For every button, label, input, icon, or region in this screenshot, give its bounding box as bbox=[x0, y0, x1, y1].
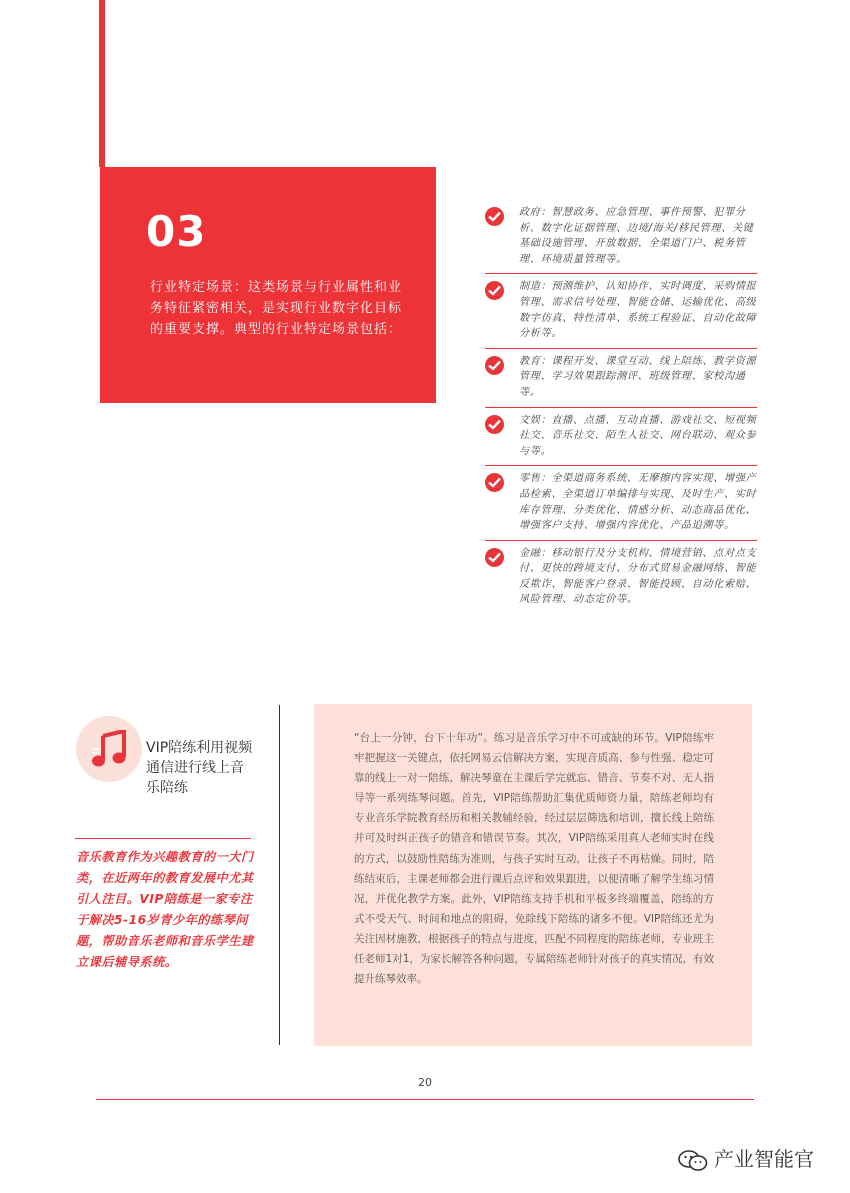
sector-text: 政府：智慧政务、应急管理、事件预警、犯罪分析、数字化证据管理、边境/海关/移民管理、关键基础设施管理、开放数据、全渠道门户、税务管理、环境质量管理等。 bbox=[519, 207, 754, 265]
check-circle-icon bbox=[485, 415, 504, 434]
page-number: 20 bbox=[418, 1076, 432, 1089]
sector-text: 金融：移动银行及分支机构、情境营销、点对点支付、更快的跨境支付、分布式贸易金融网络、智能反欺诈、智能客户登录、智能投顾、自动化索赔、风险管理、动态定价等。 bbox=[519, 547, 757, 606]
case-intro: 音乐教育作为兴趣教育的一大门类，在近两年的教育发展中尤其引人注目。VIP陪练是一家专注于解决5-16岁青少年的练琴问题，帮助音乐老师和音乐学生建立课后辅导系统。 bbox=[76, 850, 254, 969]
section-description: 行业特定场景：这类场景与行业属性和业务特征紧密相关，是实现行业数字化目标的重要支撑。典型的行业特定场景包括： bbox=[150, 280, 403, 337]
sector-item-education bbox=[485, 349, 757, 408]
vertical-divider bbox=[279, 705, 280, 1045]
sector-item-manufacturing bbox=[485, 274, 757, 348]
sector-item-entertainment bbox=[485, 408, 757, 467]
accent-bar bbox=[99, 0, 105, 167]
sector-item-government bbox=[485, 200, 757, 274]
sector-text: 文娱：直播、点播、互动直播、游戏社交、短视频社交、音乐社交、陌生人社交、网台联动、观众参与等。 bbox=[519, 414, 757, 457]
sector-list bbox=[485, 200, 757, 614]
case-body: “台上一分钟，台下十年功”。练习是音乐学习中不可或缺的环节。VIP陪练牢牢把握这一关键点，依托网易云信解决方案，实现音质高、参与性强、稳定可靠的线上一对一陪练，解决琴童在主课后学完就忘、错音、节奏不对、无人指导等一系列练琴问题。首先，VIP陪练帮助汇集优质师资力量，陪练老师均有专业音乐学院教育经历和相关教辅经验，经过层层筛选和培训，擅长线上陪练并可及时纠正孩子的错音和错误节奏。其次，VIP陪练采用真人老师实时在线的方式，以鼓励性陪练为准则，与孩子实时互动，让孩子不再枯燥。同时，陪练结束后，主课老师都会进行课后点评和效果跟进，以便清晰了解学生练习情况，并优化教学方案。此外，VIP陪练支持手机和平板多终端覆盖，陪练的方式不受天气、时间和地点的阻碍，免除线下陪练的诸多不便。VIP陪练还尤为关注因材施教，根据孩子的特点与进度，匹配不同程度的陪练老师，专业班主任老师1对1，为家长解答各种问题，专属陪练老师针对孩子的真实情况，有效提升练琴效率。 bbox=[354, 732, 714, 986]
section-number: 03 bbox=[146, 207, 207, 256]
check-circle-icon bbox=[485, 281, 504, 300]
wechat-icon bbox=[678, 1149, 708, 1173]
sector-item-retail bbox=[485, 466, 757, 540]
check-circle-icon bbox=[485, 548, 504, 567]
brand-name: 产业智能官 bbox=[714, 1147, 814, 1171]
sector-text: 制造：预测维护、认知协作、实时调度、采购情报管理、需求信号处理、智能仓储、运输优化、高级数字仿真、特性清单、系统工程验证、自动化故障分析等。 bbox=[519, 281, 757, 340]
case-body-panel bbox=[314, 704, 752, 1046]
brand-watermark bbox=[678, 1143, 814, 1173]
footer-line bbox=[96, 1099, 754, 1100]
section-card bbox=[100, 167, 436, 403]
sector-item-finance bbox=[485, 541, 757, 614]
divider-line bbox=[75, 838, 251, 839]
sector-text: 零售：全渠道商务系统、无摩擦内容实现、增强产品检索、全渠道订单编排与实现、及时生产、实时库存管理、分类优化、情感分析、动态商品优化、增强客户支持、增强内容优化、产品追溯等。 bbox=[519, 473, 757, 532]
check-circle-icon bbox=[485, 207, 504, 226]
case-title: VIP陪练利用视频通信进行线上音乐陪练 bbox=[146, 740, 253, 796]
check-circle-icon bbox=[485, 356, 504, 375]
sector-text: 教育：课程开发、课堂互动、线上陪练、教学资源管理、学习效果跟踪测评、班级管理、家校沟通等。 bbox=[519, 355, 757, 398]
check-circle-icon bbox=[485, 473, 504, 492]
music-note-icon bbox=[76, 716, 142, 782]
